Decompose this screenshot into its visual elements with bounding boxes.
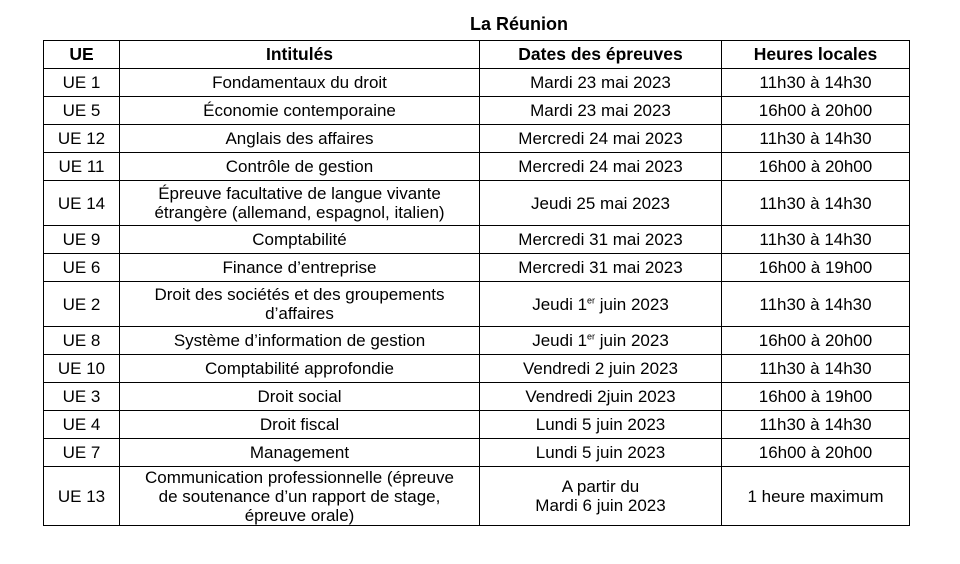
intitule-cell: Management [120,439,480,467]
date-cell: Lundi 5 juin 2023 [480,411,722,439]
ue-cell: UE 8 [44,327,120,355]
intitule-cell [120,282,480,327]
date-text: Jeudi 1 [532,331,588,350]
ue-cell: UE 5 [44,97,120,125]
ue-cell: UE 7 [44,439,120,467]
date-cell: Jeudi 25 mai 2023 [480,181,722,226]
heure-cell: 16h00 à 19h00 [722,383,910,411]
intitule-cell: Droit social [120,383,480,411]
date-cell: Mercredi 31 mai 2023 [480,226,722,254]
date-line: Mardi 6 juin 2023 [535,496,666,515]
intitule-line: Communication professionnelle (épreuve [145,467,454,487]
date-cell [480,467,722,526]
heure-cell: 16h00 à 20h00 [722,327,910,355]
header-heures: Heures locales [722,41,910,69]
date-text: Jeudi 1 [532,294,588,314]
header-ue: UE [44,41,120,69]
table-row [44,97,910,125]
heure-cell: 11h30 à 14h30 [722,282,910,327]
date-cell: Mercredi 24 mai 2023 [480,153,722,181]
table-row [44,69,910,97]
date-cell [480,327,722,355]
date-text: juin 2023 [595,294,669,314]
intitule-line: épreuve orale) [244,505,355,525]
table-row [44,383,910,411]
table-row [44,439,910,467]
intitule-cell [120,181,480,226]
table-row [44,282,910,327]
date-cell: Mercredi 24 mai 2023 [480,125,722,153]
date-ordinal: er [587,331,596,342]
intitule-cell: Système d’information de gestion [120,327,480,355]
heure-cell: 16h00 à 20h00 [722,153,910,181]
table-header-row [44,41,910,69]
table-row [44,327,910,355]
intitule-cell: Comptabilité approfondie [120,355,480,383]
table-row [44,125,910,153]
table-row [44,226,910,254]
heure-cell: 11h30 à 14h30 [722,125,910,153]
intitule-cell [120,467,480,526]
intitule-cell: Finance d’entreprise [120,254,480,282]
ue-cell: UE 10 [44,355,120,383]
heure-cell: 16h00 à 19h00 [722,254,910,282]
date-cell: Mardi 23 mai 2023 [480,69,722,97]
ue-cell: UE 3 [44,383,120,411]
date-ordinal: er [587,294,596,305]
heure-cell: 11h30 à 14h30 [722,181,910,226]
heure-cell: 11h30 à 14h30 [722,411,910,439]
intitule-line: d’affaires [265,304,334,323]
intitule-cell: Contrôle de gestion [120,153,480,181]
intitule-cell: Économie contemporaine [120,97,480,125]
header-dates: Dates des épreuves [480,41,722,69]
intitule-cell: Fondamentaux du droit [120,69,480,97]
heure-cell: 1 heure maximum [722,467,910,526]
table-row [44,254,910,282]
date-line: A partir du [561,477,640,496]
date-cell: Mardi 23 mai 2023 [480,97,722,125]
header-intitules: Intitulés [120,41,480,69]
intitule-cell: Droit fiscal [120,411,480,439]
intitule-line: Épreuve facultative de langue vivante [158,184,441,203]
table-row [44,153,910,181]
table-row [44,467,910,526]
intitule-cell: Comptabilité [120,226,480,254]
table-row [44,181,910,226]
ue-cell: UE 13 [44,467,120,526]
ue-cell: UE 11 [44,153,120,181]
intitule-line: de soutenance d’un rapport de stage, [158,486,441,506]
intitule-line: Droit des sociétés et des groupements [154,285,445,304]
date-cell [480,282,722,327]
intitule-cell: Anglais des affaires [120,125,480,153]
intitule-line: étrangère (allemand, espagnol, italien) [154,203,445,222]
date-cell: Vendredi 2juin 2023 [480,383,722,411]
ue-cell: UE 12 [44,125,120,153]
page-title: La Réunion [470,14,568,34]
ue-cell: UE 9 [44,226,120,254]
ue-cell: UE 14 [44,181,120,226]
table-row [44,355,910,383]
date-cell: Mercredi 31 mai 2023 [480,254,722,282]
heure-cell: 11h30 à 14h30 [722,69,910,97]
ue-cell: UE 2 [44,282,120,327]
table-row [44,411,910,439]
heure-cell: 11h30 à 14h30 [722,355,910,383]
heure-cell: 16h00 à 20h00 [722,97,910,125]
date-text: juin 2023 [595,331,669,350]
exam-schedule-table [43,40,910,526]
heure-cell: 11h30 à 14h30 [722,226,910,254]
date-cell: Vendredi 2 juin 2023 [480,355,722,383]
heure-cell: 16h00 à 20h00 [722,439,910,467]
ue-cell: UE 6 [44,254,120,282]
date-cell: Lundi 5 juin 2023 [480,439,722,467]
ue-cell: UE 4 [44,411,120,439]
ue-cell: UE 1 [44,69,120,97]
